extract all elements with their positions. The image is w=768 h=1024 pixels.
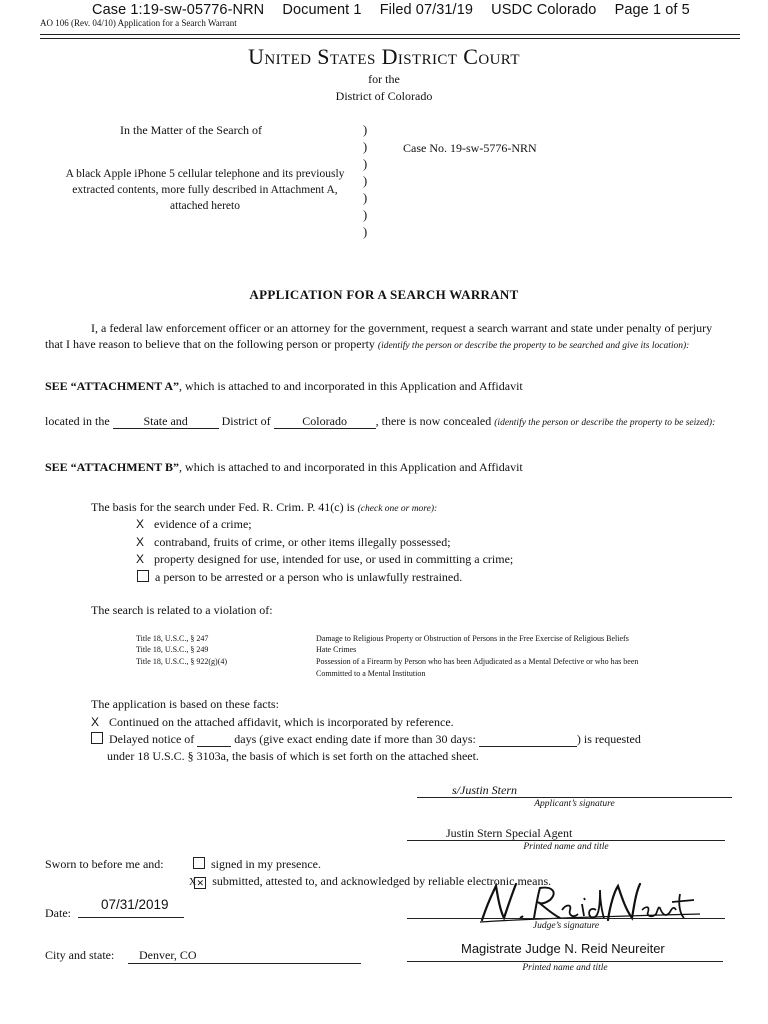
violation-code: Title 18, U.S.C., § 249: [136, 645, 209, 654]
basis-line: [91, 500, 437, 515]
checked-checkbox: ✕: [194, 877, 206, 889]
basis-option-person: [137, 570, 462, 585]
option-label: a person to be arrested or a person who is unlawfully restrained.: [155, 570, 463, 584]
judge-printed-caption: Printed name and title: [522, 963, 608, 973]
case-number: Case No. 19-sw-5776-NRN: [403, 141, 537, 155]
attachment-a-label: SEE “ATTACHMENT A”: [45, 379, 180, 393]
facts-continued: [91, 715, 454, 730]
state-field: State and: [113, 415, 219, 429]
basis-option-property: [136, 552, 513, 567]
case-number-header: Case 1:19-sw-05776-NRN: [92, 2, 265, 18]
caption-parentheses: ) ) ) ) ) ) ): [363, 123, 368, 239]
attachment-a-text: , which is attached to and incorporated in this Application and Affidavit: [179, 379, 523, 393]
delayed-days-field: [197, 733, 231, 747]
basis-instruction: (check one or more):: [357, 504, 438, 514]
ending-date-field: [479, 733, 577, 747]
court-short-name: USDC Colorado: [491, 2, 597, 18]
violation-desc-continuation: Committed to a Mental Institution: [316, 669, 426, 678]
location-prefix: located in the: [45, 414, 110, 428]
delayed-line-2: under 18 U.S.C. § 3103a, the basis of which is set forth on the attached sheet.: [107, 749, 479, 763]
violation-code: Title 18, U.S.C., § 922(g)(4): [136, 657, 228, 666]
location-paragraph: [45, 413, 725, 431]
check-x-icon: X: [189, 877, 197, 888]
applicant-name-line: [407, 840, 725, 841]
attachment-b-line: [45, 460, 523, 475]
header-rule-2: [40, 38, 740, 39]
check-x-icon: X: [136, 552, 145, 566]
attachment-a-line: [45, 379, 523, 394]
applicant-signature-line: [417, 797, 732, 798]
district-field: Colorado: [274, 415, 376, 429]
basis-text: The basis for the search under Fed. R. Crim. P. 41(c) is: [91, 500, 355, 514]
matter-description: A black Apple iPhone 5 cellular telephone and its previously extracted contents, more fully described in Attachment A, attached hereto: [65, 168, 345, 212]
document-title: APPLICATION FOR A SEARCH WARRANT: [249, 287, 519, 302]
district-name: District of Colorado: [335, 89, 433, 103]
sworn-option2-text: submitted, attested to, and acknowledged by reliable electronic means.: [212, 874, 552, 888]
violation-text: The search is related to a violation of:: [91, 603, 273, 617]
violation-desc: Possession of a Firearm by Person who has been Adjudicated as a Mental Defective or who has been: [316, 657, 639, 666]
filing-header: [92, 2, 704, 18]
facts-delayed: [91, 732, 641, 747]
intro-text: I, a federal law enforcement officer or an attorney for the government, request a search warrant and state under penalty of perjury that I have reason to believe that on the following person or property: [45, 321, 713, 351]
district-label: District of: [221, 414, 271, 428]
option-label: contraband, fruits of crime, or other items illegally possessed;: [154, 535, 451, 549]
check-x-icon: X: [136, 535, 145, 549]
check-x-icon: X: [91, 715, 100, 729]
date-label: Date:: [45, 906, 71, 920]
matter-label: In the Matter of the Search of: [120, 123, 262, 137]
basis-option-evidence: [136, 517, 252, 532]
judge-signature-caption: Judge’s signature: [532, 921, 600, 931]
filed-date: Filed 07/31/19: [379, 2, 474, 18]
attachment-b-label: SEE “ATTACHMENT B”: [45, 460, 180, 474]
judge-printed-name: Magistrate Judge N. Reid Neureiter: [461, 941, 665, 956]
judge-name-line: [407, 961, 723, 962]
empty-checkbox: [193, 857, 205, 869]
date-line: [78, 917, 184, 918]
location-instruction: (identify the person or describe the property to be seized):: [494, 418, 716, 428]
facts-text: The application is based on these facts:: [91, 697, 279, 711]
violation-desc: Damage to Religious Property or Obstruction of Persons in the Free Exercise of Religious Beliefs: [316, 634, 629, 643]
header-rule: [40, 34, 740, 35]
court-name: United States District Court: [248, 44, 520, 69]
check-x-icon: X: [136, 517, 145, 531]
sworn-option-presence: [193, 857, 321, 872]
delayed-text-b: days (give exact ending date if more than 30 days:: [234, 732, 476, 746]
city-line: [128, 963, 361, 964]
attachment-b-text: , which is attached to and incorporated in this Application and Affidavit: [179, 460, 523, 474]
document-number: Document 1: [282, 2, 362, 18]
option-label: property designed for use, intended for use, or used in committing a crime;: [154, 552, 514, 566]
empty-checkbox: [137, 570, 149, 582]
continued-text: Continued on the attached affidavit, which is incorporated by reference.: [109, 715, 454, 729]
applicant-signature: s/Justin Stern: [452, 783, 517, 797]
applicant-printed-caption: Printed name and title: [523, 842, 609, 852]
violation-code: Title 18, U.S.C., § 247: [136, 634, 209, 643]
empty-checkbox: [91, 732, 103, 744]
judge-signature-line: [407, 918, 725, 919]
basis-option-contraband: [136, 535, 451, 550]
date-value: 07/31/2019: [101, 897, 169, 912]
option-label: evidence of a crime;: [154, 517, 252, 531]
page-count: Page 1 of 5: [614, 2, 690, 18]
sworn-option1-text: signed in my presence.: [211, 857, 321, 871]
delayed-text-a: Delayed notice of: [109, 732, 195, 746]
intro-instruction: (identify the person or describe the property to be searched and give its location):: [377, 341, 690, 351]
city-value: Denver, CO: [139, 948, 197, 962]
intro-paragraph: [45, 320, 725, 354]
for-the-label: for the: [368, 72, 400, 86]
applicant-signature-caption: Applicant’s signature: [534, 799, 615, 809]
location-suffix: , there is now concealed: [375, 414, 492, 428]
delayed-text-c: ) is requested: [576, 732, 641, 746]
violation-desc: Hate Crimes: [316, 645, 357, 654]
city-label: City and state:: [45, 948, 115, 962]
applicant-printed-name: Justin Stern Special Agent: [446, 826, 573, 840]
sworn-label: Sworn to before me and:: [45, 857, 164, 871]
form-id: AO 106 (Rev. 04/10) Application for a Search Warrant: [40, 18, 237, 28]
